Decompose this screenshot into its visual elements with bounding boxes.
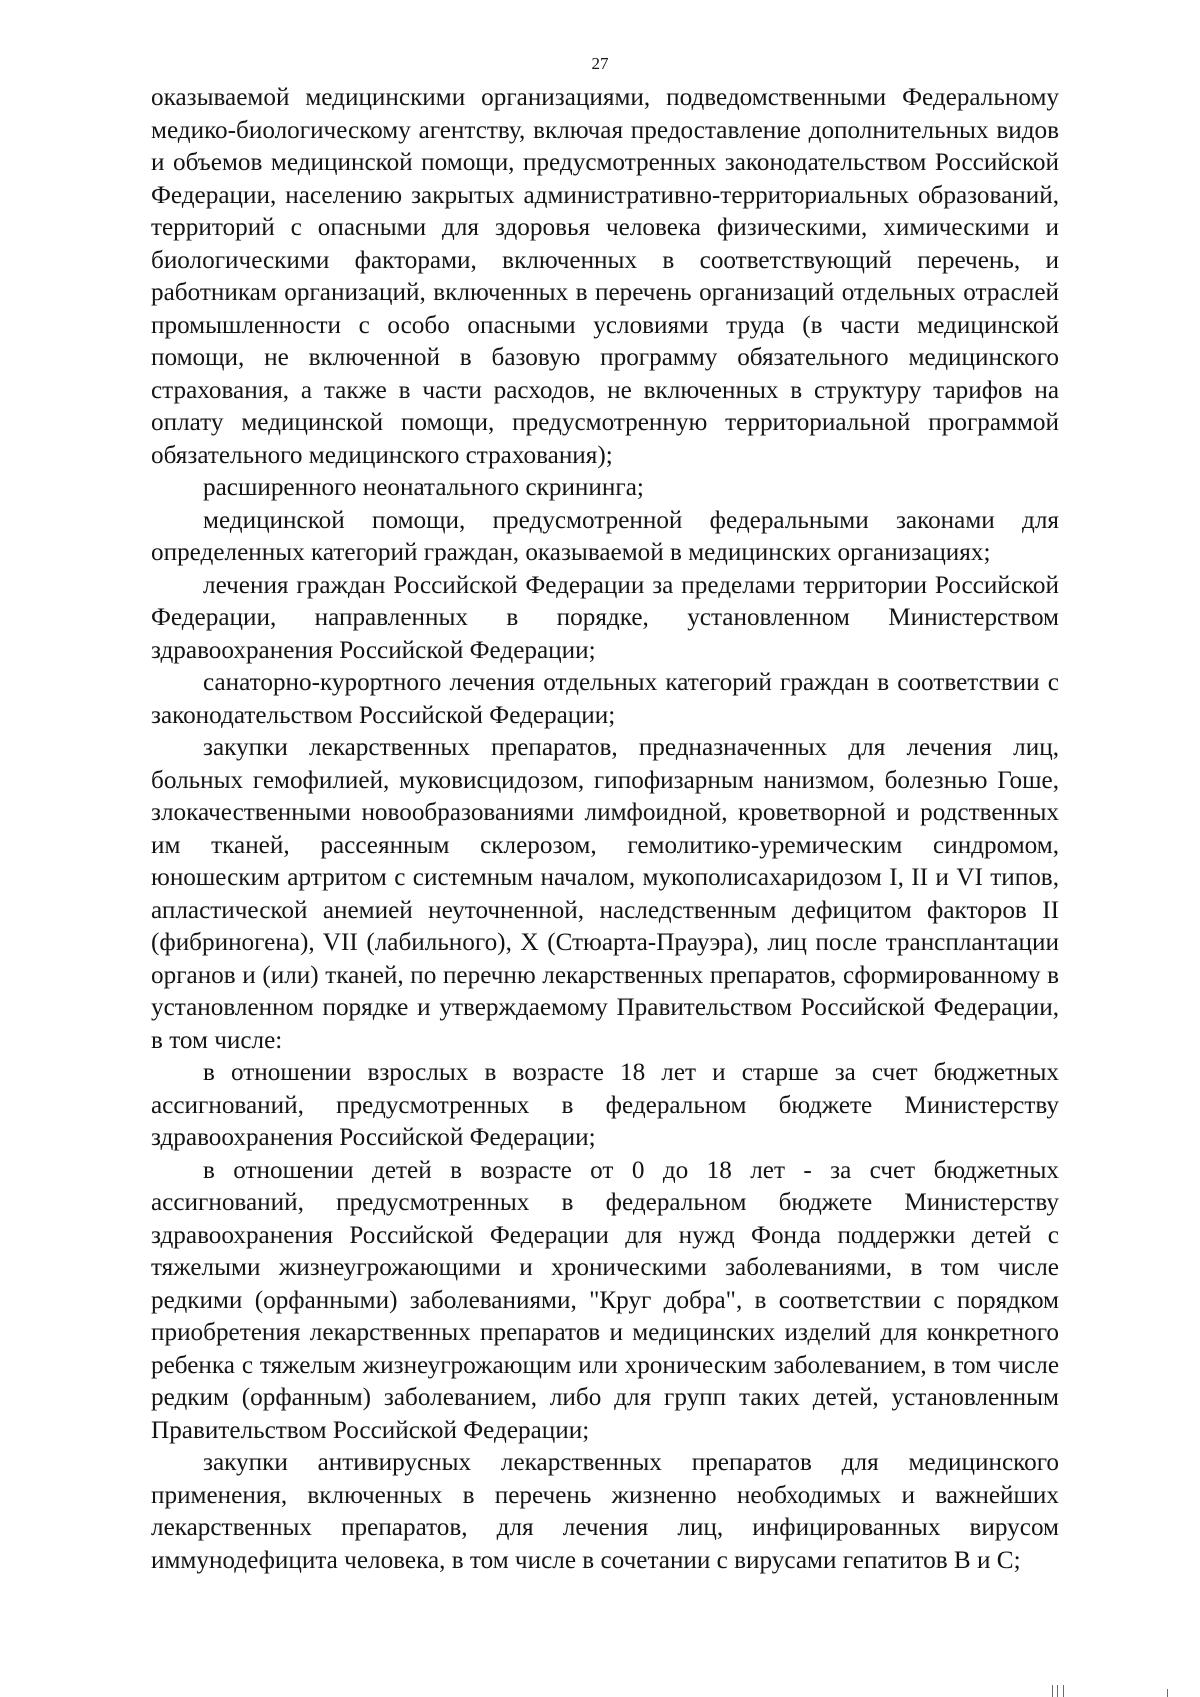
scan-artifact-mark: [1052, 1685, 1053, 1697]
paragraph-neonatal-screening: расширенного неонатального скрининга;: [203, 474, 644, 501]
page-number: 27: [591, 54, 609, 73]
paragraph-sanatorium-treatment: санаторно-курортного лечения отдельных категорий граждан в соответствии с законодательством Российской Федерации;: [151, 669, 1059, 729]
paragraph-continuation: оказываемой медицинскими организациями, подведомственными Федеральному медико-биологическому агентству, включая предоставление дополнительных видов и объемов медицинской помощи, предусмотренных законодательством Российской Федерации, населению закрытых административно-территориальных образований, территорий с опасными для здоровья человека физическими, химическими и биологическими факторами, включенных в соответствующий перечень, и работникам организаций, включенных в перечень организаций отдельных отраслей промышленности с особо опасными условиями труда (в части медицинской помощи, не включенной в базовую программу обязательного медицинского страхования, а также в части расходов, не включенных в структуру тарифов на оплату медицинской помощи, предусмотренную территориальной программой обязательного медицинского страхования);: [151, 84, 1059, 469]
paragraph-antiviral-procurement: закупки антивирусных лекарственных препаратов для медицинского применения, включенных в перечень жизненно необходимых и важнейших лекарственных препаратов, для лечения лиц, инфицированных вирусом иммунодефицита человека, в том числе в сочетании с вирусами гепатитов B и C;: [151, 1449, 1059, 1574]
paragraph-drug-procurement: закупки лекарственных препаратов, предназначенных для лечения лиц, больных гемофилией, муковисцидозом, гипофизарным нанизмом, болезнью Гоше, злокачественными новообразованиями лимфоидной, кроветворной и родственных им тканей, рассеянным склерозом, гемолитико-уремическим синдромом, юношеским артритом с системным началом, мукополисахаридозом I, II и VI типов, апластической анемией неуточненной, наследственным дефицитом факторов II (фибриногена), VII (лабильного), X (Стюарта-Прауэра), лиц после трансплантации органов и (или) тканей, по перечню лекарственных препаратов, сформированному в установленном порядке и утверждаемому Правительством Российской Федерации, в том числе:: [151, 734, 1059, 1054]
scan-artifact-mark: [1063, 1685, 1064, 1697]
scan-artifact-mark: [1057, 1685, 1058, 1697]
paragraph-adults: в отношении взрослых в возрасте 18 лет и старше за счет бюджетных ассигнований, предусмотренных в федеральном бюджете Министерству здравоохранения Российской Федерации;: [151, 1059, 1059, 1151]
paragraph-federal-laws-care: медицинской помощи, предусмотренной федеральными законами для определенных категорий граждан, оказываемой в медицинских организациях;: [151, 506, 1059, 566]
scan-artifact-mark: [1167, 1689, 1168, 1697]
body-text: [151, 82, 1059, 1577]
paragraph-children: в отношении детей в возрасте от 0 до 18 лет - за счет бюджетных ассигнований, предусмотренных в федеральном бюджете Министерству здравоохранения Российской Федерации для нужд Фонда поддержки детей с тяжелыми жизнеугрожающими и хроническими заболеваниями, в том числе редкими (орфанными) заболеваниями, "Круг добра", в соответствии с порядком приобретения лекарственных препаратов и медицинских изделий для конкретного ребенка с тяжелым жизнеугрожающим или хроническим заболеванием, в том числе редким (орфанным) заболеванием, либо для групп таких детей, установленным Правительством Российской Федерации;: [151, 1156, 1059, 1444]
paragraph-treatment-abroad: лечения граждан Российской Федерации за пределами территории Российской Федерации, направленных в порядке, установленном Министерством здравоохранения Российской Федерации;: [151, 571, 1059, 664]
